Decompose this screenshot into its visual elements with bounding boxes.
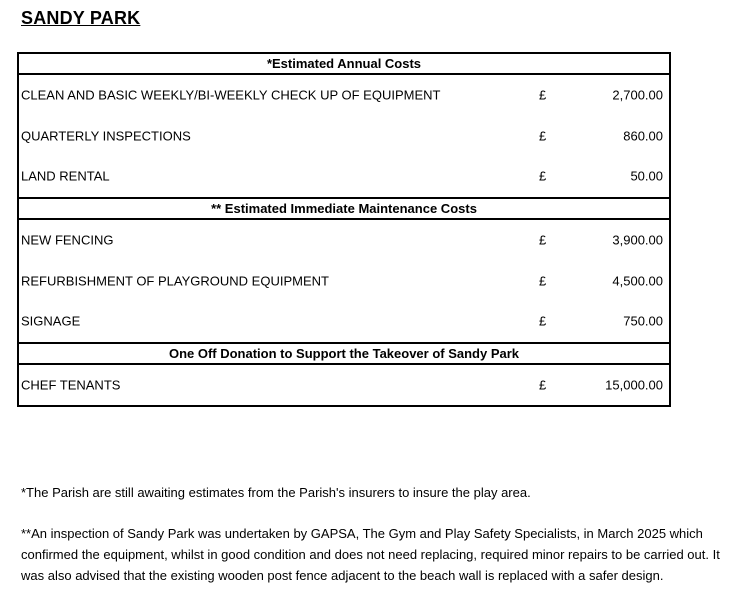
row-label: LAND RENTAL [21,168,110,184]
section-header-donation: One Off Donation to Support the Takeover of Sandy Park [19,342,669,365]
row-label: CLEAN AND BASIC WEEKLY/BI-WEEKLY CHECK UP OF EQUIPMENT [21,87,441,103]
table-row [19,260,669,301]
row-amount: 750.00 [623,313,663,329]
footnote-insurance: *The Parish are still awaiting estimates from the Parish's insurers to insure the play area. [21,485,531,500]
row-amount: 15,000.00 [605,377,663,393]
currency-symbol: £ [539,377,547,393]
row-label: NEW FENCING [21,232,114,248]
row-label: CHEF TENANTS [21,377,121,393]
cost-table [17,52,671,407]
row-amount: 50.00 [630,168,663,184]
table-row [19,116,669,157]
currency-symbol: £ [539,168,547,184]
row-amount: 3,900.00 [612,232,663,248]
currency-symbol: £ [539,273,547,289]
row-amount: 860.00 [623,128,663,144]
footnotes [21,482,733,586]
table-row [19,220,669,261]
row-label: SIGNAGE [21,313,81,329]
currency-symbol: £ [539,232,547,248]
section-header-maintenance-costs: ** Estimated Immediate Maintenance Costs [19,197,669,220]
row-label: QUARTERLY INSPECTIONS [21,128,191,144]
table-row [19,365,669,406]
table-row [19,156,669,197]
table-row [19,75,669,116]
section-header-annual-costs: *Estimated Annual Costs [19,54,669,75]
currency-symbol: £ [539,313,547,329]
row-amount: 4,500.00 [612,273,663,289]
table-row [19,301,669,342]
row-label: REFURBISHMENT OF PLAYGROUND EQUIPMENT [21,273,329,289]
footnote-inspection: **An inspection of Sandy Park was undertaken by GAPSA, The Gym and Play Safety Specialists, in March 2025 which confirmed the equipment, whilst in good condition and does not need replacing, required minor repairs to be carried out. It was also advised that the existing wooden post fence adjacent to the beach wall is replaced with a safer design. [21,526,720,583]
page-title: SANDY PARK [21,8,141,28]
currency-symbol: £ [539,87,547,103]
currency-symbol: £ [539,128,547,144]
row-amount: 2,700.00 [612,87,663,103]
